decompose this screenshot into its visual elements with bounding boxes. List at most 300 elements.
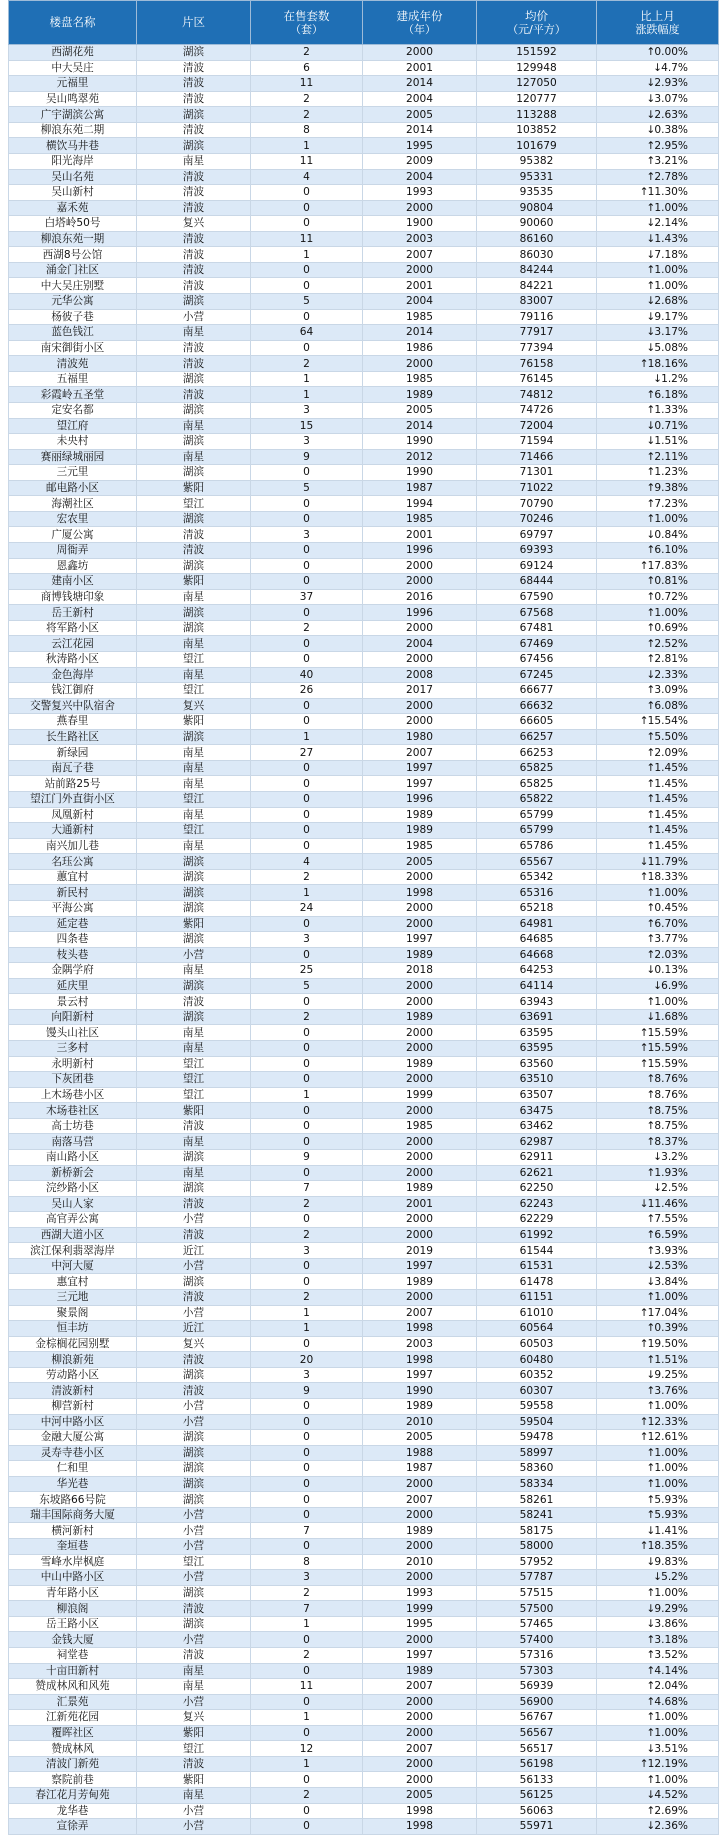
cell-change <box>597 1819 719 1835</box>
arrow-up-icon: ↑ <box>646 1166 656 1179</box>
cell-name: 岳王路小区 <box>9 1616 137 1632</box>
cell-year: 2014 <box>363 418 477 434</box>
cell-price: 57303 <box>477 1663 597 1679</box>
cell-units: 0 <box>251 1539 363 1555</box>
cell-district: 清波 <box>137 1196 251 1212</box>
cell-district: 望江 <box>137 823 251 839</box>
cell-price: 63462 <box>477 1118 597 1134</box>
table-row <box>9 1352 719 1368</box>
table-row <box>9 1149 719 1165</box>
table-row <box>9 1492 719 1508</box>
cell-year: 1985 <box>363 1118 477 1134</box>
cell-year: 1989 <box>363 387 477 403</box>
cell-name: 南兴加儿巷 <box>9 838 137 854</box>
cell-units: 0 <box>251 1025 363 1041</box>
arrow-up-icon: ↑ <box>646 1135 656 1148</box>
cell-year: 2000 <box>363 1710 477 1726</box>
cell-district: 小营 <box>137 1570 251 1586</box>
cell-year: 2000 <box>363 978 477 994</box>
change-percent: 17.83% <box>647 559 688 572</box>
change-percent: 1.51% <box>654 1353 688 1366</box>
cell-district: 望江 <box>137 496 251 512</box>
arrow-up-icon: ↑ <box>646 1073 656 1086</box>
cell-year: 1989 <box>363 1009 477 1025</box>
arrow-down-icon: ↓ <box>646 1260 656 1273</box>
cell-change <box>597 1290 719 1306</box>
change-percent: 1.00% <box>654 886 688 899</box>
cell-district: 小营 <box>137 1212 251 1228</box>
cell-name: 景云村 <box>9 994 137 1010</box>
cell-units: 2 <box>251 1585 363 1601</box>
arrow-down-icon: ↓ <box>646 1820 656 1833</box>
change-percent: 5.50% <box>654 731 688 744</box>
cell-district: 湖滨 <box>137 107 251 123</box>
arrow-down-icon: ↓ <box>646 528 656 541</box>
cell-change <box>597 1601 719 1617</box>
cell-name: 中大吴庄别墅 <box>9 278 137 294</box>
arrow-down-icon: ↓ <box>646 1602 656 1615</box>
cell-year: 2000 <box>363 1041 477 1057</box>
cell-change <box>597 1149 719 1165</box>
cell-district: 湖滨 <box>137 1616 251 1632</box>
cell-units: 0 <box>251 1445 363 1461</box>
cell-name: 金钱大厦 <box>9 1632 137 1648</box>
cell-change <box>597 760 719 776</box>
cell-year: 2017 <box>363 683 477 699</box>
cell-change <box>597 1181 719 1197</box>
arrow-up-icon: ↑ <box>646 886 656 899</box>
cell-name: 钱江御府 <box>9 683 137 699</box>
arrow-up-icon: ↑ <box>646 1664 656 1677</box>
cell-district: 湖滨 <box>137 402 251 418</box>
change-percent: 8.37% <box>654 1135 688 1148</box>
arrow-down-icon: ↓ <box>646 1789 656 1802</box>
arrow-up-icon: ↑ <box>646 1493 656 1506</box>
cell-price: 63691 <box>477 1009 597 1025</box>
change-percent: 9.29% <box>654 1602 688 1615</box>
cell-name: 金隅学府 <box>9 963 137 979</box>
cell-change <box>597 900 719 916</box>
table-row <box>9 122 719 138</box>
cell-name: 劳动路小区 <box>9 1367 137 1383</box>
cell-year: 2000 <box>363 1507 477 1523</box>
cell-year: 1998 <box>363 885 477 901</box>
cell-name: 蓝色钱江 <box>9 325 137 341</box>
cell-price: 61992 <box>477 1227 597 1243</box>
arrow-up-icon: ↑ <box>639 1026 649 1039</box>
arrow-up-icon: ↑ <box>646 995 656 1008</box>
cell-units: 2 <box>251 1009 363 1025</box>
cell-district: 清波 <box>137 60 251 76</box>
change-percent: 6.18% <box>654 388 688 401</box>
cell-units: 0 <box>251 1803 363 1819</box>
cell-name: 吴山名苑 <box>9 169 137 185</box>
change-percent: 2.52% <box>654 637 688 650</box>
table-row <box>9 900 719 916</box>
table-row <box>9 418 719 434</box>
cell-units: 0 <box>251 1258 363 1274</box>
cell-name: 宣徐弄 <box>9 1819 137 1835</box>
cell-price: 66632 <box>477 698 597 714</box>
cell-price: 65218 <box>477 900 597 916</box>
cell-price: 83007 <box>477 294 597 310</box>
cell-change <box>597 885 719 901</box>
cell-change <box>597 543 719 559</box>
cell-district: 湖滨 <box>137 465 251 481</box>
cell-name: 宏农里 <box>9 511 137 527</box>
cell-name: 将军路小区 <box>9 620 137 636</box>
change-percent: 1.00% <box>654 1462 688 1475</box>
cell-price: 66605 <box>477 714 597 730</box>
cell-district: 小营 <box>137 309 251 325</box>
cell-change <box>597 1025 719 1041</box>
cell-name: 汇景苑 <box>9 1694 137 1710</box>
cell-change <box>597 1196 719 1212</box>
cell-name: 恒丰坊 <box>9 1321 137 1337</box>
cell-district: 清波 <box>137 387 251 403</box>
cell-change <box>597 1103 719 1119</box>
table-row <box>9 185 719 201</box>
cell-price: 63560 <box>477 1056 597 1072</box>
change-percent: 1.43% <box>654 233 688 246</box>
cell-units: 1 <box>251 729 363 745</box>
arrow-up-icon: ↑ <box>646 264 656 277</box>
cell-price: 59478 <box>477 1430 597 1446</box>
cell-units: 25 <box>251 963 363 979</box>
cell-units: 0 <box>251 511 363 527</box>
cell-year: 2000 <box>363 916 477 932</box>
cell-price: 129948 <box>477 60 597 76</box>
arrow-up-icon: ↑ <box>646 1711 656 1724</box>
cell-year: 1997 <box>363 760 477 776</box>
cell-change <box>597 1274 719 1290</box>
cell-year: 1989 <box>363 1523 477 1539</box>
cell-year: 1985 <box>363 838 477 854</box>
cell-name: 元福里 <box>9 76 137 92</box>
cell-name: 平海公寓 <box>9 900 137 916</box>
change-percent: 1.33% <box>654 404 688 417</box>
arrow-down-icon: ↓ <box>646 217 656 230</box>
cell-year: 2003 <box>363 231 477 247</box>
table-row <box>9 45 719 61</box>
cell-year: 1988 <box>363 1445 477 1461</box>
cell-change <box>597 1367 719 1383</box>
table-row <box>9 1227 719 1243</box>
table-row <box>9 574 719 590</box>
cell-district: 湖滨 <box>137 45 251 61</box>
cell-year: 1998 <box>363 1352 477 1368</box>
table-row <box>9 371 719 387</box>
cell-district: 清波 <box>137 278 251 294</box>
cell-name: 邮电路小区 <box>9 480 137 496</box>
cell-district: 清波 <box>137 1290 251 1306</box>
arrow-up-icon: ↑ <box>646 839 656 852</box>
cell-units: 0 <box>251 496 363 512</box>
cell-price: 62229 <box>477 1212 597 1228</box>
change-percent: 9.38% <box>654 482 688 495</box>
cell-name: 横河新村 <box>9 1523 137 1539</box>
cell-year: 1990 <box>363 434 477 450</box>
change-percent: 1.68% <box>654 1011 688 1024</box>
arrow-up-icon: ↑ <box>646 746 656 759</box>
cell-district: 清波 <box>137 91 251 107</box>
change-percent: 1.2% <box>661 373 688 386</box>
cell-units: 40 <box>251 667 363 683</box>
cell-price: 63595 <box>477 1041 597 1057</box>
cell-change <box>597 1009 719 1025</box>
cell-district: 湖滨 <box>137 434 251 450</box>
cell-change <box>597 1087 719 1103</box>
cell-year: 2000 <box>363 1072 477 1088</box>
table-row <box>9 1025 719 1041</box>
table-row <box>9 1383 719 1399</box>
cell-units: 0 <box>251 1476 363 1492</box>
cell-change <box>597 714 719 730</box>
arrow-down-icon: ↓ <box>646 1524 656 1537</box>
cell-units: 11 <box>251 153 363 169</box>
change-percent: 2.95% <box>654 139 688 152</box>
arrow-down-icon: ↓ <box>653 1571 662 1584</box>
header-year-line2: （年） <box>403 22 436 36</box>
header-change-line1: 比上月 <box>640 8 675 23</box>
arrow-up-icon: ↑ <box>646 637 656 650</box>
cell-name: 白塔岭50号 <box>9 216 137 232</box>
cell-change <box>597 698 719 714</box>
header-year <box>363 1 477 45</box>
cell-year: 2004 <box>363 294 477 310</box>
arrow-up-icon: ↑ <box>646 155 656 168</box>
cell-units: 37 <box>251 589 363 605</box>
cell-price: 61151 <box>477 1290 597 1306</box>
arrow-up-icon: ↑ <box>639 1431 649 1444</box>
arrow-up-icon: ↑ <box>646 544 656 557</box>
table-row <box>9 651 719 667</box>
arrow-up-icon: ↑ <box>646 404 656 417</box>
cell-price: 64253 <box>477 963 597 979</box>
cell-price: 69124 <box>477 558 597 574</box>
table-row <box>9 1476 719 1492</box>
arrow-down-icon: ↓ <box>639 855 649 868</box>
cell-year: 2000 <box>363 900 477 916</box>
cell-year: 2007 <box>363 1305 477 1321</box>
cell-units: 0 <box>251 1398 363 1414</box>
change-percent: 3.07% <box>654 92 688 105</box>
cell-units: 0 <box>251 947 363 963</box>
table-row <box>9 138 719 154</box>
arrow-up-icon: ↑ <box>646 808 656 821</box>
cell-year: 1995 <box>363 1616 477 1632</box>
cell-year: 2008 <box>363 667 477 683</box>
arrow-down-icon: ↓ <box>639 1197 649 1210</box>
table-row <box>9 387 719 403</box>
cell-district: 紫阳 <box>137 1772 251 1788</box>
cell-change <box>597 418 719 434</box>
cell-name: 四条巷 <box>9 932 137 948</box>
change-percent: 1.00% <box>654 264 688 277</box>
cell-name: 西湖8号公馆 <box>9 247 137 263</box>
cell-name: 南山路小区 <box>9 1149 137 1165</box>
cell-name: 木场巷社区 <box>9 1103 137 1119</box>
cell-price: 84244 <box>477 262 597 278</box>
cell-name: 延庆里 <box>9 978 137 994</box>
cell-change <box>597 402 719 418</box>
cell-change <box>597 932 719 948</box>
change-percent: 1.00% <box>654 1291 688 1304</box>
cell-units: 26 <box>251 683 363 699</box>
cell-units: 0 <box>251 309 363 325</box>
cell-units: 0 <box>251 1274 363 1290</box>
change-percent: 3.17% <box>654 326 688 339</box>
cell-change <box>597 1476 719 1492</box>
cell-year: 2000 <box>363 1165 477 1181</box>
change-percent: 8.76% <box>654 1073 688 1086</box>
table-row <box>9 1694 719 1710</box>
cell-district: 清波 <box>137 1352 251 1368</box>
cell-units: 0 <box>251 558 363 574</box>
change-percent: 6.70% <box>654 917 688 930</box>
cell-units: 9 <box>251 1149 363 1165</box>
cell-district: 南星 <box>137 1041 251 1057</box>
cell-name: 下灰团巷 <box>9 1072 137 1088</box>
cell-change <box>597 200 719 216</box>
change-percent: 2.09% <box>654 746 688 759</box>
cell-price: 65342 <box>477 869 597 885</box>
cell-units: 11 <box>251 1679 363 1695</box>
change-percent: 18.33% <box>647 871 688 884</box>
table-row <box>9 91 719 107</box>
cell-change <box>597 994 719 1010</box>
cell-district: 清波 <box>137 1227 251 1243</box>
table-header <box>9 1 719 45</box>
cell-year: 2018 <box>363 963 477 979</box>
change-percent: 1.45% <box>654 839 688 852</box>
cell-price: 71594 <box>477 434 597 450</box>
cell-units: 0 <box>251 465 363 481</box>
cell-district: 近江 <box>137 1243 251 1259</box>
cell-change <box>597 807 719 823</box>
cell-price: 58175 <box>477 1523 597 1539</box>
cell-name: 金棕榈花园别墅 <box>9 1336 137 1352</box>
cell-year: 2000 <box>363 869 477 885</box>
cell-units: 2 <box>251 620 363 636</box>
cell-year: 2000 <box>363 698 477 714</box>
cell-district: 小营 <box>137 1632 251 1648</box>
table-row <box>9 636 719 652</box>
cell-name: 中山中路小区 <box>9 1570 137 1586</box>
cell-name: 柳浪新苑 <box>9 1352 137 1368</box>
cell-price: 67481 <box>477 620 597 636</box>
cell-change <box>597 138 719 154</box>
change-percent: 15.59% <box>647 1057 688 1070</box>
cell-district: 南星 <box>137 1165 251 1181</box>
cell-year: 2000 <box>363 1539 477 1555</box>
cell-change <box>597 1243 719 1259</box>
table-row <box>9 1056 719 1072</box>
cell-year: 2000 <box>363 558 477 574</box>
cell-year: 2005 <box>363 107 477 123</box>
cell-price: 71301 <box>477 465 597 481</box>
cell-name: 察院前巷 <box>9 1772 137 1788</box>
change-percent: 1.51% <box>654 435 688 448</box>
cell-year: 2007 <box>363 745 477 761</box>
table-row <box>9 932 719 948</box>
cell-district: 望江 <box>137 683 251 699</box>
arrow-up-icon: ↑ <box>646 1727 656 1740</box>
table-row <box>9 1741 719 1757</box>
arrow-up-icon: ↑ <box>639 1415 649 1428</box>
change-percent: 11.79% <box>647 855 688 868</box>
cell-district: 紫阳 <box>137 480 251 496</box>
change-percent: 11.46% <box>647 1197 688 1210</box>
table-row <box>9 1523 719 1539</box>
cell-price: 56900 <box>477 1694 597 1710</box>
cell-district: 紫阳 <box>137 916 251 932</box>
arrow-up-icon: ↑ <box>646 279 656 292</box>
arrow-up-icon: ↑ <box>646 450 656 463</box>
change-percent: 1.00% <box>654 1446 688 1459</box>
cell-district: 湖滨 <box>137 1430 251 1446</box>
cell-name: 站前路25号 <box>9 776 137 792</box>
table-row <box>9 823 719 839</box>
table-row <box>9 1647 719 1663</box>
cell-name: 商博钱塘印象 <box>9 589 137 605</box>
table-row <box>9 792 719 808</box>
cell-name: 清波门新苑 <box>9 1756 137 1772</box>
cell-price: 56125 <box>477 1788 597 1804</box>
cell-name: 上木场巷小区 <box>9 1087 137 1103</box>
cell-district: 湖滨 <box>137 1181 251 1197</box>
cell-change <box>597 1383 719 1399</box>
cell-year: 2019 <box>363 1243 477 1259</box>
cell-price: 71022 <box>477 480 597 496</box>
arrow-up-icon: ↑ <box>646 1446 656 1459</box>
change-percent: 0.81% <box>654 575 688 588</box>
cell-price: 62911 <box>477 1149 597 1165</box>
arrow-up-icon: ↑ <box>639 186 649 199</box>
cell-units: 3 <box>251 1243 363 1259</box>
cell-name: 元华公寓 <box>9 294 137 310</box>
cell-price: 86160 <box>477 231 597 247</box>
cell-price: 56198 <box>477 1756 597 1772</box>
cell-name: 高官弄公寓 <box>9 1212 137 1228</box>
table-row <box>9 854 719 870</box>
change-percent: 1.00% <box>654 1711 688 1724</box>
cell-year: 2004 <box>363 169 477 185</box>
cell-change <box>597 776 719 792</box>
cell-price: 65786 <box>477 838 597 854</box>
cell-price: 62243 <box>477 1196 597 1212</box>
arrow-down-icon: ↓ <box>646 124 656 137</box>
arrow-down-icon: ↓ <box>646 1555 656 1568</box>
cell-year: 2000 <box>363 1725 477 1741</box>
arrow-up-icon: ↑ <box>646 497 656 510</box>
cell-units: 1 <box>251 1616 363 1632</box>
cell-units: 3 <box>251 932 363 948</box>
cell-name: 雪峰水岸枫庭 <box>9 1554 137 1570</box>
cell-district: 小营 <box>137 1803 251 1819</box>
cell-district: 湖滨 <box>137 605 251 621</box>
cell-district: 小营 <box>137 1819 251 1835</box>
cell-name: 江新苑花园 <box>9 1710 137 1726</box>
cell-units: 20 <box>251 1352 363 1368</box>
cell-change <box>597 1414 719 1430</box>
cell-year: 2005 <box>363 1430 477 1446</box>
cell-units: 5 <box>251 978 363 994</box>
cell-year: 1990 <box>363 465 477 481</box>
cell-name: 南落马营 <box>9 1134 137 1150</box>
cell-name: 延定巷 <box>9 916 137 932</box>
cell-district: 清波 <box>137 340 251 356</box>
